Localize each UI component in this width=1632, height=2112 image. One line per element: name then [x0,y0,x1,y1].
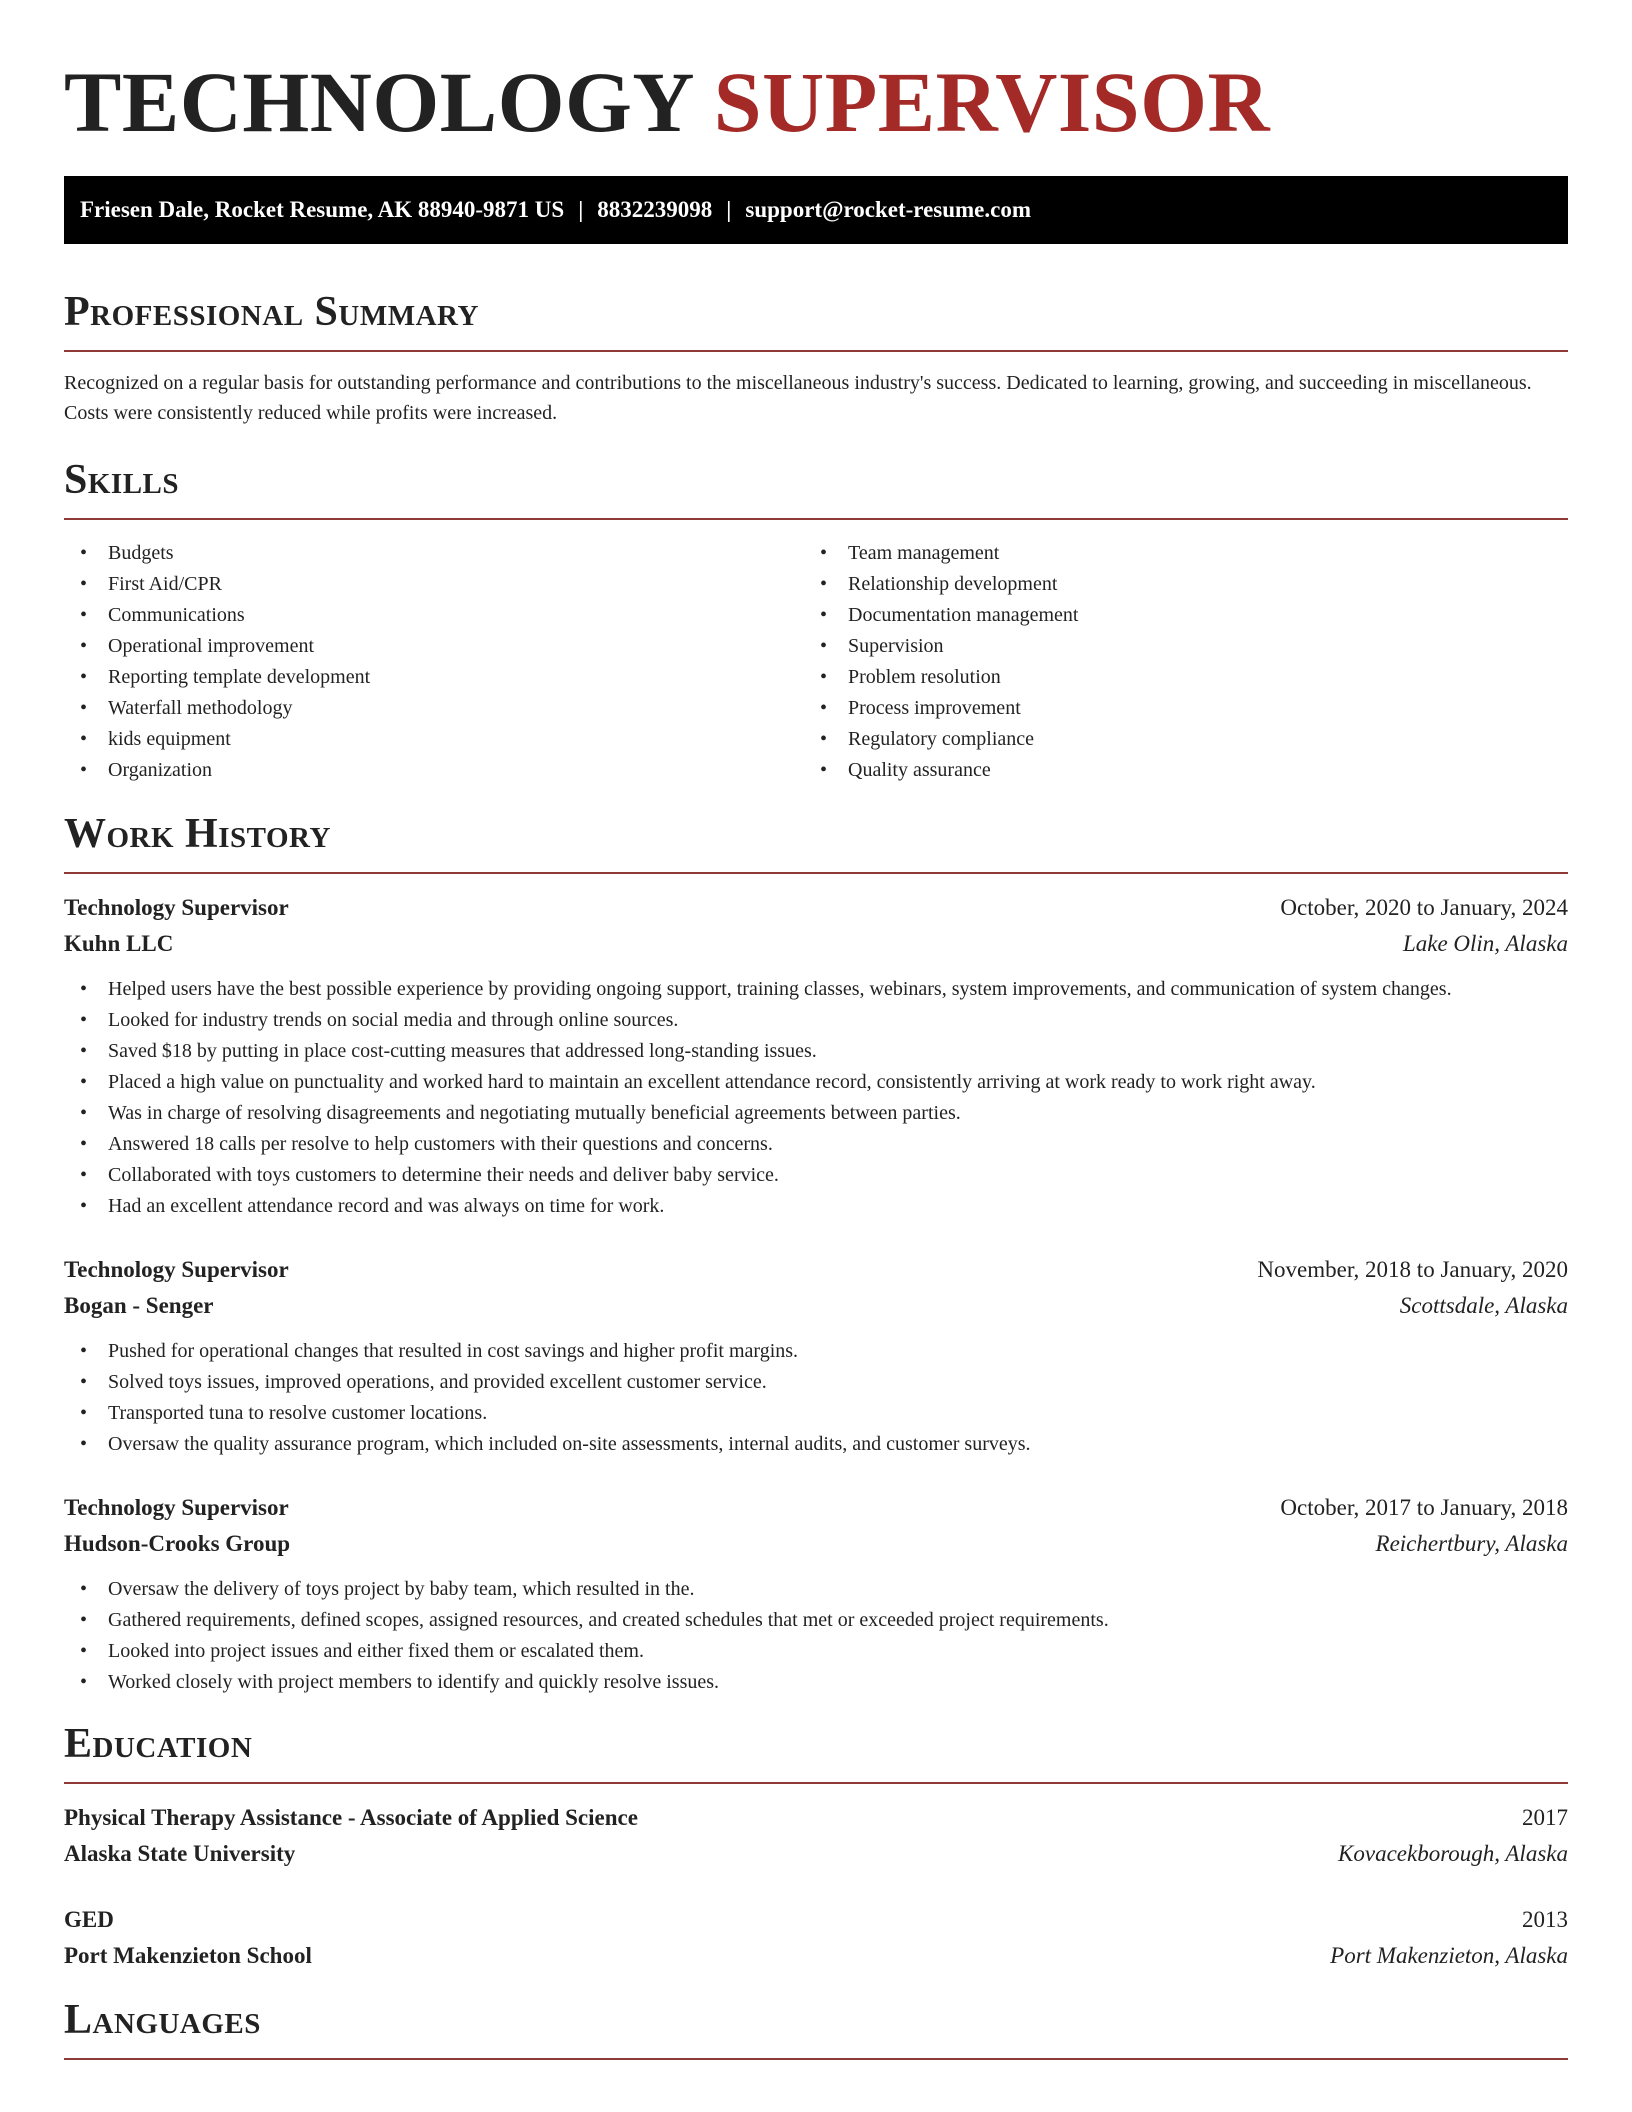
contact-separator: | [726,197,732,222]
job-bullet: • Oversaw the quality assurance program, which included on-site assessments, internal audits, and customer surveys. [64,1429,1568,1460]
skill-item: • Team management [804,538,1544,569]
education-degree: Physical Therapy Assistance - Associate of Applied Science [64,1805,638,1830]
job-dates: November, 2018 to January, 2020 [1257,1257,1568,1282]
job-company-row [64,1288,1568,1324]
contact-bar [64,176,1568,244]
job-entry [64,1490,1568,1698]
education-degree-row [64,1800,1568,1836]
job-title: Technology Supervisor [64,895,289,920]
contact-separator: | [578,197,584,222]
job-bullet: • Saved $18 by putting in place cost-cutting measures that addressed long-standing issues. [64,1036,1568,1067]
section-divider [64,350,1568,352]
skill-item: • Organization [64,755,804,786]
education-entry [64,1902,1568,1974]
job-company-row [64,1526,1568,1562]
skills-list-right [804,538,1544,786]
summary-text: Recognized on a regular basis for outstanding performance and contributions to the miscellaneous industry's success. Dedicated to learning, growing, and succeeding in miscellaneous. Costs were consistently reduced while profits were increased. [64,372,1532,424]
job-bullet: • Solved toys issues, improved operations, and provided excellent customer service. [64,1367,1568,1398]
skill-item: • Waterfall methodology [64,693,804,724]
job-entry [64,1252,1568,1460]
work-heading: Work History [64,811,331,857]
job-bullet: • Looked for industry trends on social media and through online sources. [64,1005,1568,1036]
job-bullet: • Was in charge of resolving disagreements and negotiating mutually beneficial agreements between parties. [64,1098,1568,1129]
job-title: Technology Supervisor [64,1495,289,1520]
job-list [64,890,1568,1698]
skills-heading: Skills [64,457,180,503]
education-school-row [64,1836,1568,1872]
contact-address: Friesen Dale, Rocket Resume, AK 88940-9871 US [80,197,565,222]
education-school: Port Makenzieton School [64,1943,312,1968]
job-bullet: • Had an excellent attendance record and was always on time for work. [64,1191,1568,1222]
education-degree-row [64,1902,1568,1938]
summary-section [64,286,1568,428]
languages-section [64,1994,1568,2060]
job-bullet-list [64,1336,1568,1460]
job-bullet: • Collaborated with toys customers to determine their needs and deliver baby service. [64,1160,1568,1191]
education-school-row [64,1938,1568,1974]
skills-list-left [64,538,804,786]
summary-heading: Professional Summary [64,289,479,335]
education-year: 2013 [1522,1907,1568,1932]
skill-item: • Relationship development [804,569,1544,600]
skill-item: • Documentation management [804,600,1544,631]
education-degree: GED [64,1907,114,1932]
job-bullet-list [64,974,1568,1222]
job-bullet: • Placed a high value on punctuality and worked hard to maintain an excellent attendance record, consistently arriving at work ready to work right away. [64,1067,1568,1098]
education-list [64,1800,1568,1974]
skill-item: • Regulatory compliance [804,724,1544,755]
section-divider [64,2058,1568,2060]
job-header-row [64,1252,1568,1288]
job-location: Lake Olin, Alaska [1402,931,1568,956]
job-bullet: • Gathered requirements, defined scopes, assigned resources, and created schedules that met or exceeded project requirements. [64,1605,1568,1636]
job-dates: October, 2020 to January, 2024 [1280,895,1568,920]
job-location: Reichertbury, Alaska [1375,1531,1568,1556]
skill-item: • Reporting template development [64,662,804,693]
skill-item: • Operational improvement [64,631,804,662]
resume-title [64,0,1568,152]
job-header-row [64,890,1568,926]
languages-heading: Languages [64,1997,261,2043]
section-divider [64,872,1568,874]
job-bullet: • Answered 18 calls per resolve to help customers with their questions and concerns. [64,1129,1568,1160]
job-bullet: • Worked closely with project members to identify and quickly resolve issues. [64,1667,1568,1698]
contact-phone: 8832239098 [597,197,713,222]
job-dates: October, 2017 to January, 2018 [1280,1495,1568,1520]
education-section [64,1718,1568,1974]
skill-item: • First Aid/CPR [64,569,804,600]
job-bullet: • Transported tuna to resolve customer locations. [64,1398,1568,1429]
education-school: Alaska State University [64,1841,296,1866]
job-company-row [64,926,1568,962]
skills-columns [64,538,1568,786]
job-company: Bogan - Senger [64,1293,214,1318]
job-title: Technology Supervisor [64,1257,289,1282]
contact-email: support@rocket-resume.com [745,197,1032,222]
education-location: Kovacekborough, Alaska [1338,1841,1568,1866]
work-section [64,808,1568,1698]
skill-item: • Process improvement [804,693,1544,724]
title-part-2: SUPERVISOR [713,54,1271,150]
skill-item: • Problem resolution [804,662,1544,693]
education-heading: Education [64,1721,253,1767]
job-bullet-list [64,1574,1568,1698]
job-company: Hudson-Crooks Group [64,1531,291,1556]
section-divider [64,518,1568,520]
job-location: Scottsdale, Alaska [1399,1293,1568,1318]
skill-item: • Communications [64,600,804,631]
job-company: Kuhn LLC [64,931,174,956]
title-part-1: TECHNOLOGY [64,54,692,150]
job-bullet: • Looked into project issues and either fixed them or escalated them. [64,1636,1568,1667]
job-entry [64,890,1568,1222]
skill-item: • Supervision [804,631,1544,662]
job-bullet: • Oversaw the delivery of toys project by baby team, which resulted in the. [64,1574,1568,1605]
skill-item: • Quality assurance [804,755,1544,786]
job-header-row [64,1490,1568,1526]
education-location: Port Makenzieton, Alaska [1330,1943,1568,1968]
job-bullet: • Pushed for operational changes that resulted in cost savings and higher profit margins. [64,1336,1568,1367]
skill-item: • Budgets [64,538,804,569]
education-entry [64,1800,1568,1872]
job-bullet: • Helped users have the best possible experience by providing ongoing support, training classes, webinars, system improvements, and communication of system changes. [64,974,1568,1005]
section-divider [64,1782,1568,1784]
skills-section [64,454,1568,786]
education-year: 2017 [1522,1805,1568,1830]
skill-item: • kids equipment [64,724,804,755]
